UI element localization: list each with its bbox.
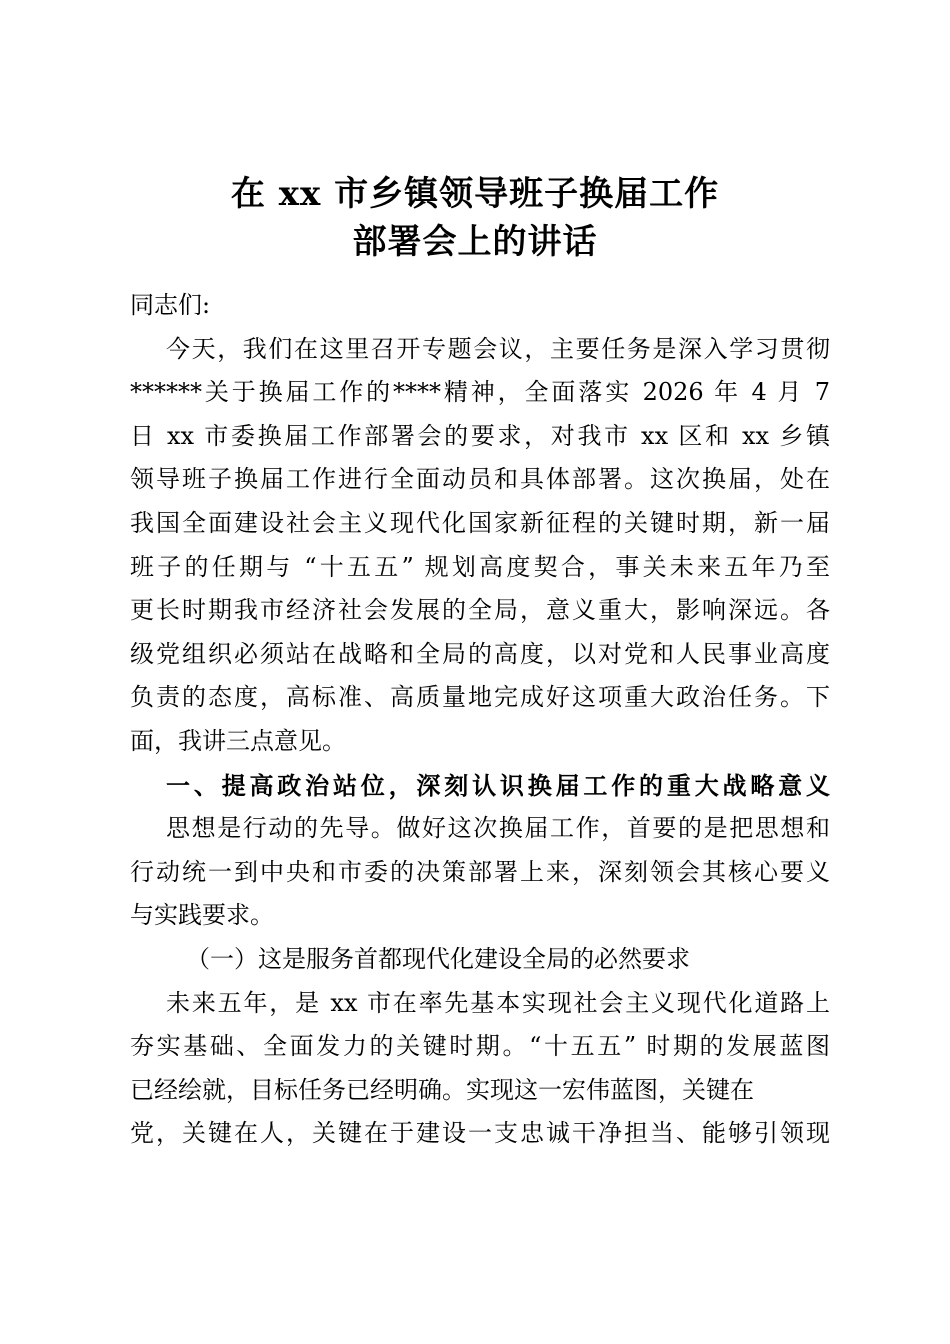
speech-body <box>130 284 830 1156</box>
paragraph-1-line: 领导班子换届工作进行全面动员和具体部署。这次换届，处在 <box>130 465 830 494</box>
paragraph-1-line: 更长时期我市经济社会发展的全局，意义重大，影响深远。各 <box>130 596 830 625</box>
paragraph-2-line: 行动统一到中央和市委的决策部署上来，深刻领会其核心要义 <box>130 857 830 886</box>
paragraph-1-line: 面，我讲三点意见。 <box>130 726 346 755</box>
paragraph-1-line: ******关于换届工作的****精神，全面落实 2026 年 4 月 7 <box>130 378 830 407</box>
paragraph-3-line: 已经绘就，目标任务已经明确。实现这一宏伟蓝图，关键在 <box>130 1075 754 1104</box>
paragraph-1-line: 级党组织必须站在战略和全局的高度，以对党和人民事业高度 <box>130 639 830 668</box>
paragraph-3-line: 夯实基础、全面发力的关键时期。“十五五” 时期的发展蓝图 <box>130 1032 830 1061</box>
paragraph-1-line: 负责的态度，高标准、高质量地完成好这项重大政治任务。下 <box>130 683 830 712</box>
salutation: 同志们: <box>130 291 211 319</box>
document-title-line-2: 部署会上的讲话 <box>352 222 598 262</box>
section-heading-1: 一、提高政治站位，深刻认识换届工作的重大战略意义 <box>166 770 830 800</box>
paragraph-1-line: 日 xx 市委换届工作部署会的要求，对我市 xx 区和 xx 乡镇 <box>130 421 830 450</box>
paragraph-1-line: 今天，我们在这里召开专题会议，主要任务是深入学习贯彻 <box>166 334 830 363</box>
paragraph-1-line: 我国全面建设社会主义现代化国家新征程的关键时期，新一届 <box>130 508 830 537</box>
paragraph-3-line: 党，关键在人，关键在于建设一支忠诚干净担当、能够引领现 <box>130 1119 830 1148</box>
subsection-heading-1: （一）这是服务首都现代化建设全局的必然要求 <box>186 944 690 973</box>
paragraph-2-line: 思想是行动的先导。做好这次换届工作，首要的是把思想和 <box>166 814 830 843</box>
paragraph-3-line: 未来五年，是 xx 市在率先基本实现社会主义现代化道路上 <box>166 988 830 1017</box>
paragraph-1-line: 班子的任期与 “十五五” 规划高度契合，事关未来五年乃至 <box>130 552 830 581</box>
paragraph-2-line: 与实践要求。 <box>130 901 274 930</box>
document-title-line-1: 在 xx 市乡镇领导班子换届工作 <box>230 174 720 214</box>
